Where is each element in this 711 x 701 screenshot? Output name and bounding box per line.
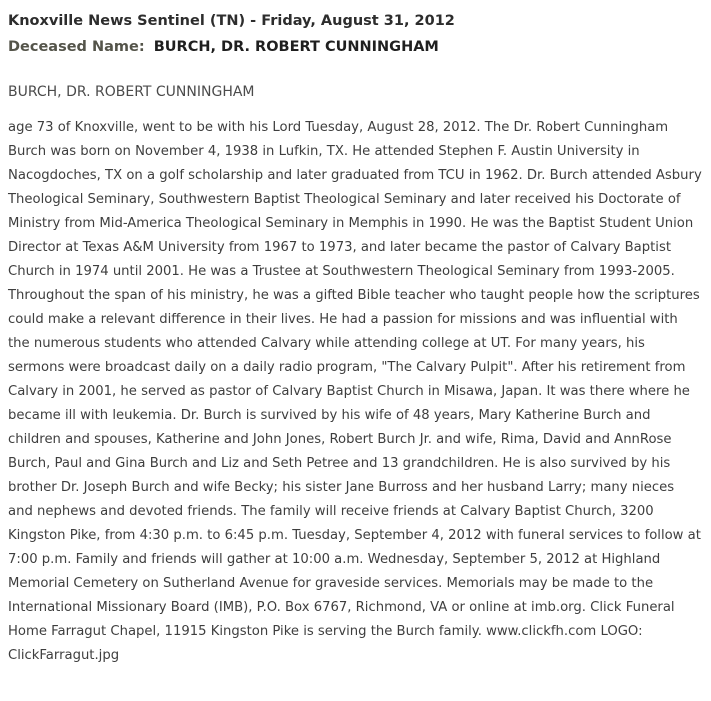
deceased-name-value: BURCH, DR. ROBERT CUNNINGHAM xyxy=(153,39,439,55)
source-title: Knoxville News Sentinel (TN) - Friday, August 31, 2012 xyxy=(8,13,455,29)
deceased-name-line xyxy=(8,34,701,60)
header xyxy=(8,8,701,60)
obituary-name-line: BURCH, DR. ROBERT CUNNINGHAM xyxy=(8,84,255,100)
deceased-name-label: Deceased Name: xyxy=(8,39,145,55)
obituary-body-text: age 73 of Knoxville, went to be with his Lord Tuesday, August 28, 2012. The Dr. Robert Cunningham Burch was born on November 4, 1938 in Lufkin, TX. He attended Stephen F. Austin University in Nacogdoches, TX on a golf scholarship and later graduated from TCU in 1962. Dr. Burch attended Asbury Theological Seminary, Southwestern Baptist Theological Seminary and later received his Doctorate of Ministry from Mid-America Theological Seminary in Memphis in 1990. He was the Baptist Student Union Director at Texas A&M University from 1967 to 1973, and later became the pastor of Calvary Baptist Church in 1974 until 2001. He was a Trustee at Southwestern Theological Seminary from 1993-2005. Throughout the span of his ministry, he was a gifted Bible teacher who taught people how the scriptures could make a relevant difference in their lives. He had a passion for missions and was influential with the numerous students who attended Calvary while attending college at UT. For many years, his sermons were broadcast daily on a daily radio program, "The Calvary Pulpit". After his retirement from Calvary in 2001, he served as pastor of Calvary Baptist Church in Misawa, Japan. It was there where he became ill with leukemia. Dr. Burch is survived by his wife of 48 years, Mary Katherine Burch and children and spouses, Katherine and John Jones, Robert Burch Jr. and wife, Rima, David and AnnRose Burch, Paul and Gina Burch and Liz and Seth Petree and 13 grandchildren. He is also survived by his brother Dr. Joseph Burch and wife Becky; his sister Jane Burross and her husband Larry; many nieces and nephews and devoted friends. The family will receive friends at Calvary Baptist Church, 3200 Kingston Pike, from 4:30 p.m. to 6:45 p.m. Tuesday, September 4, 2012 with funeral services to follow at 7:00 p.m. Family and friends will gather at 10:00 a.m. Wednesday, September 5, 2012 at Highland Memorial Cemetery on Sutherland Avenue for graveside services. Memorials may be made to the International Missionary Board (IMB), P.O. Box 6767, Richmond, VA or online at imb.org. Click Funeral Home Farragut Chapel, 11915 Kingston Pike is serving the Burch family. www.clickfh.com LOGO: ClickFarragut.jpg xyxy=(8,120,702,663)
